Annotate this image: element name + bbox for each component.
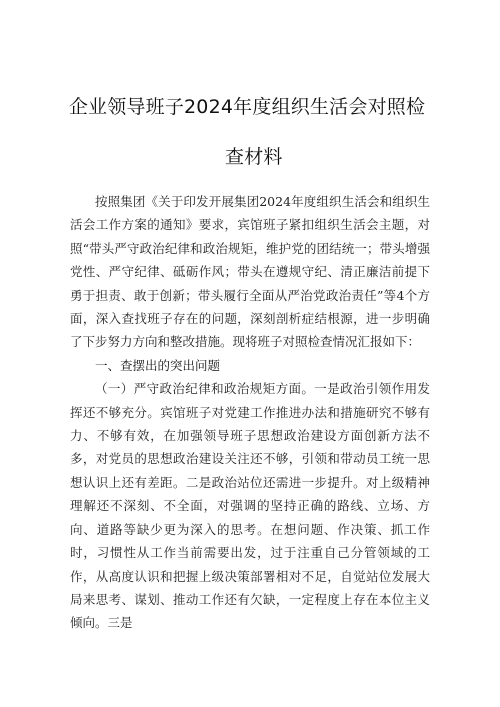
document-title-line-2: 查材料 (225, 146, 283, 168)
document-title-line-1: 企业领导班子2024年度组织生活会对照检 (68, 96, 426, 118)
document-body (70, 190, 430, 635)
section-paragraph: （一）严守政治纪律和政治规矩方面。一是政治引领作用发挥还不够充分。宾馆班子对党建工作推进办法和措施研究不够有力、不够有效，在加强领导班子思想政治建设方面创新方法不多，对党员的思想政治建设关注还不够，引领和带动员工统一思想认识上还有差距。二是政治站位还需进一步提升。对上级精神理解还不深刻、不全面，对强调的坚持正确的路线、立场、方向、道路等缺少更为深入的思考。在想问题、作决策、抓工作时，习惯性从工作当前需要出发，过于注重自己分管领域的工作，从高度认识和把握上级决策部署相对不足，自觉站位发展大局来思考、谋划、推动工作还有欠缺，一定程度上存在本位主义倾向。三是 (70, 381, 430, 631)
section-heading: 一、查摆出的突出问题 (95, 357, 221, 373)
intro-paragraph: 按照集团《关于印发开展集团2024年度组织生活会和组织生活会工作方案的通知》要求，宾馆班子紧扣组织生活会主题，对照“带头严守政治纪律和政治规矩，维护党的团结统一；带头增强党性、严守纪律、砥砺作风；带头在遵规守纪、清正廉洁前提下勇于担责、敢于创新；带头履行全面从严治党政治责任”等4个方面，深入查找班子存在的问题，深刻剖析症结根源，进一步明确了下步努力方向和整改措施。现将班子对照检查情况汇报如下： (70, 194, 430, 350)
